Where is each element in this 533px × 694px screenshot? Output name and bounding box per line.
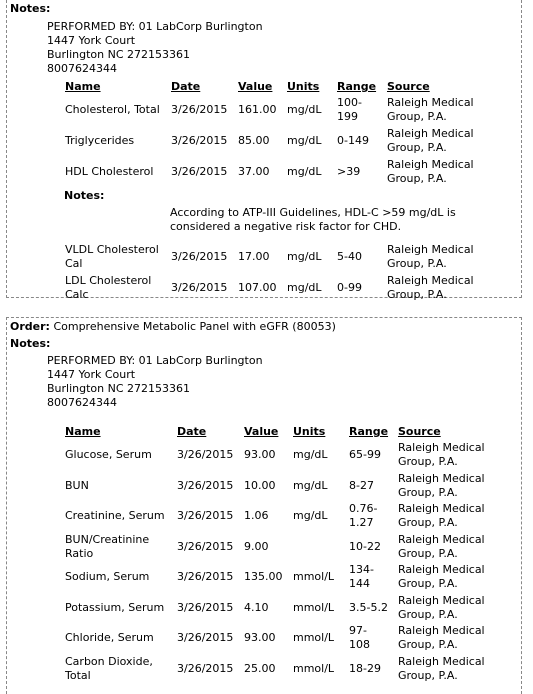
cell-value: 9.00	[244, 540, 269, 553]
cell-units: mg/dL	[287, 250, 322, 263]
cell-source: Raleigh Medical Group, P.A.	[398, 594, 485, 621]
address-line-2: Burlington NC 272153361	[47, 48, 191, 61]
cell-source: Raleigh Medical Group, P.A.	[387, 243, 474, 270]
cell-source: Raleigh Medical Group, P.A.	[387, 158, 474, 185]
cell-name: Carbon Dioxide, Total	[65, 655, 153, 682]
notes-label: Notes:	[10, 337, 51, 350]
cell-date: 3/26/2015	[177, 601, 234, 614]
cell-value: 17.00	[238, 250, 270, 263]
cell-source: Raleigh Medical Group, P.A.	[398, 533, 485, 560]
cell-value: 1.06	[244, 509, 269, 522]
cell-date: 3/26/2015	[171, 281, 228, 294]
cell-name: Sodium, Serum	[65, 570, 150, 583]
cell-range: 0-99	[337, 281, 362, 294]
cell-units: mmol/L	[293, 662, 335, 675]
cell-units: mg/dL	[293, 509, 328, 522]
cell-name: Triglycerides	[65, 134, 135, 147]
cell-name: HDL Cholesterol	[65, 165, 154, 178]
col-header-range: Range	[349, 425, 389, 438]
cell-source: Raleigh Medical Group, P.A.	[398, 472, 485, 499]
order-label: Order:	[10, 320, 50, 333]
cell-date: 3/26/2015	[171, 250, 228, 263]
cell-units: mg/dL	[293, 448, 328, 461]
cell-range: 100- 199	[337, 96, 362, 123]
address-line-2: Burlington NC 272153361	[47, 382, 191, 395]
cell-range: 0.76- 1.27	[349, 502, 378, 529]
cell-range: 5-40	[337, 250, 362, 263]
cell-value: 161.00	[238, 103, 277, 116]
col-header-value: Value	[238, 80, 273, 93]
cell-name: BUN	[65, 479, 89, 492]
cell-date: 3/26/2015	[171, 103, 228, 116]
cell-date: 3/26/2015	[177, 509, 234, 522]
order-value: Comprehensive Metabolic Panel with eGFR (80053)	[53, 320, 336, 333]
cell-range: >39	[337, 165, 361, 178]
cell-units: mg/dL	[287, 134, 322, 147]
cell-date: 3/26/2015	[177, 631, 234, 644]
cell-range: 97- 108	[349, 624, 370, 651]
notes-label: Notes:	[10, 2, 51, 15]
cell-date: 3/26/2015	[177, 662, 234, 675]
cell-value: 4.10	[244, 601, 269, 614]
phone-number: 8007624344	[47, 396, 117, 409]
cell-name: Glucose, Serum	[65, 448, 152, 461]
col-header-date: Date	[171, 80, 201, 93]
phone-number: 8007624344	[47, 62, 117, 75]
cell-date: 3/26/2015	[177, 479, 234, 492]
cell-value: 37.00	[238, 165, 270, 178]
cell-date: 3/26/2015	[177, 448, 234, 461]
col-header-date: Date	[177, 425, 207, 438]
cell-value: 93.00	[244, 448, 276, 461]
cell-range: 18-29	[349, 662, 381, 675]
inner-notes-label: Notes:	[64, 189, 105, 202]
cell-value: 93.00	[244, 631, 276, 644]
cell-name: Creatinine, Serum	[65, 509, 165, 522]
cell-date: 3/26/2015	[171, 134, 228, 147]
cell-range: 65-99	[349, 448, 381, 461]
cell-units: mmol/L	[293, 570, 335, 583]
col-header-name: Name	[65, 425, 101, 438]
cell-name: Cholesterol, Total	[65, 103, 160, 116]
cell-source: Raleigh Medical Group, P.A.	[387, 274, 474, 301]
cell-date: 3/26/2015	[171, 165, 228, 178]
cell-date: 3/26/2015	[177, 540, 234, 553]
col-header-name: Name	[65, 80, 101, 93]
cell-name: Chloride, Serum	[65, 631, 154, 644]
cell-value: 25.00	[244, 662, 276, 675]
cell-range: 0-149	[337, 134, 369, 147]
cell-units: mg/dL	[293, 479, 328, 492]
performed-by: PERFORMED BY: 01 LabCorp Burlington	[47, 354, 263, 367]
cell-source: Raleigh Medical Group, P.A.	[398, 441, 485, 468]
cell-name: Potassium, Serum	[65, 601, 165, 614]
cell-date: 3/26/2015	[177, 570, 234, 583]
performed-by: PERFORMED BY: 01 LabCorp Burlington	[47, 20, 263, 33]
cell-source: Raleigh Medical Group, P.A.	[398, 502, 485, 529]
col-header-value: Value	[244, 425, 279, 438]
col-header-range: Range	[337, 80, 377, 93]
cell-range: 10-22	[349, 540, 381, 553]
cell-source: Raleigh Medical Group, P.A.	[398, 624, 485, 651]
cell-source: Raleigh Medical Group, P.A.	[387, 96, 474, 123]
col-header-source: Source	[398, 425, 441, 438]
cell-source: Raleigh Medical Group, P.A.	[398, 563, 485, 590]
address-line-1: 1447 York Court	[47, 34, 136, 47]
order-line	[10, 320, 336, 334]
cell-units: mg/dL	[287, 281, 322, 294]
cell-name: BUN/Creatinine Ratio	[65, 533, 150, 560]
cell-range: 134- 144	[349, 563, 374, 590]
cell-range: 3.5-5.2	[349, 601, 388, 614]
cell-range: 8-27	[349, 479, 374, 492]
cell-value: 85.00	[238, 134, 270, 147]
cell-units: mg/dL	[287, 165, 322, 178]
cell-units: mmol/L	[293, 601, 335, 614]
cell-source: Raleigh Medical Group, P.A.	[398, 655, 485, 682]
col-header-units: Units	[287, 80, 320, 93]
cell-value: 135.00	[244, 570, 283, 583]
hdl-guideline-note: According to ATP-III Guidelines, HDL-C >59 mg/dL is considered a negative risk factor for CHD.	[170, 206, 456, 233]
cell-source: Raleigh Medical Group, P.A.	[387, 127, 474, 154]
cell-name: LDL Cholesterol Calc	[65, 274, 152, 301]
address-line-1: 1447 York Court	[47, 368, 136, 381]
col-header-units: Units	[293, 425, 326, 438]
cell-value: 10.00	[244, 479, 276, 492]
cell-units: mmol/L	[293, 631, 335, 644]
cell-units: mg/dL	[287, 103, 322, 116]
cell-name: VLDL Cholesterol Cal	[65, 243, 159, 270]
col-header-source: Source	[387, 80, 430, 93]
cell-value: 107.00	[238, 281, 277, 294]
